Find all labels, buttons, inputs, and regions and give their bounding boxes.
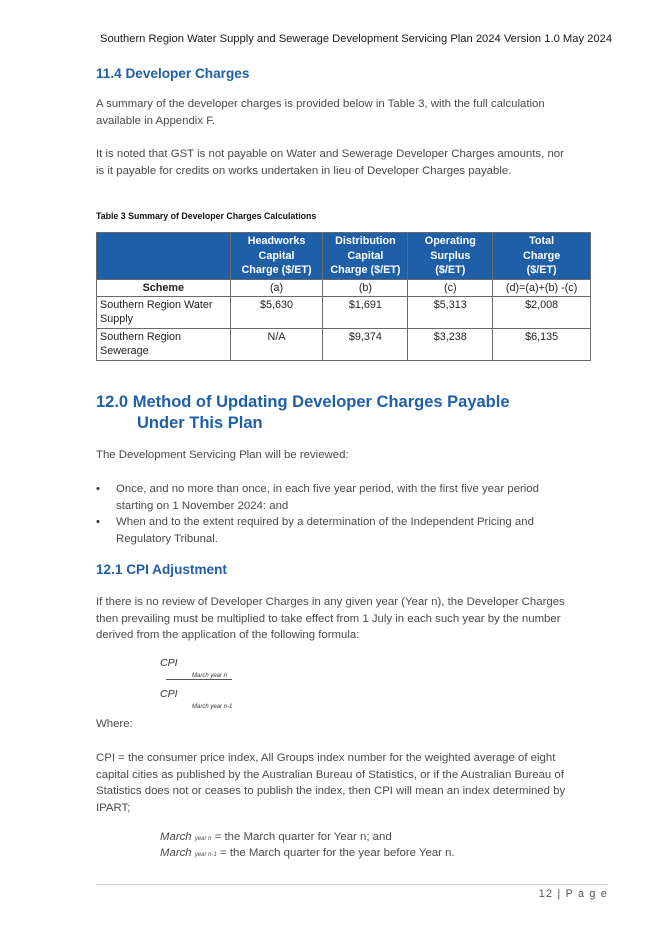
formula-numerator-subscript: March year n	[192, 673, 228, 679]
subheader-a: (a)	[230, 279, 323, 296]
subheader-c: (c)	[408, 279, 493, 296]
formula-denominator: CPI	[160, 688, 178, 700]
section-11-4-paragraph-1	[96, 96, 616, 129]
section-12-0-heading	[96, 392, 510, 434]
header-total: Total Charge ($/ET)	[493, 233, 591, 280]
paragraph-line: It is noted that GST is not payable on Water and Sewerage Developer Charges amounts, nor	[96, 148, 564, 160]
paragraph-line: CPI = the consumer price index, All Groups index number for the weighted average of eight	[96, 752, 556, 764]
value-cell: $2,008	[493, 296, 591, 328]
definition-term: March	[160, 847, 192, 859]
section-12-0-intro: The Development Servicing Plan will be reviewed:	[96, 449, 349, 461]
table-row	[97, 296, 591, 328]
paragraph-line: If there is no review of Developer Charges in any given year (Year n), the Developer Charges	[96, 596, 565, 608]
value-cell: $1,691	[323, 296, 408, 328]
value-cell: N/A	[230, 328, 323, 360]
definition-subscript: year n	[194, 836, 212, 842]
bullet-icon: •	[96, 483, 100, 495]
paragraph-line: derived from the application of the following formula:	[96, 629, 360, 641]
paragraph-line: IPART;	[96, 801, 131, 814]
definition-text: = the March quarter for Year n; and	[214, 831, 392, 843]
value-cell: $6,135	[493, 328, 591, 360]
paragraph-line: Statistics does not or ceases to publish the index, then CPI will mean an index determined by	[96, 785, 566, 797]
definition-subscript: year n-1	[194, 852, 217, 858]
value-cell: $5,630	[230, 296, 323, 328]
value-cell: $9,374	[323, 328, 408, 360]
table-subheader-row	[97, 279, 591, 296]
march-year-n-1-definition	[160, 847, 455, 859]
subheader-b: (b)	[323, 279, 408, 296]
heading-line: Under This Plan	[137, 414, 263, 432]
section-12-1-heading: 12.1 CPI Adjustment	[96, 562, 227, 577]
table-3-caption: Table 3 Summary of Developer Charges Calculations	[96, 211, 317, 221]
paragraph-line: A summary of the developer charges is provided below in Table 3, with the full calculation	[96, 98, 545, 110]
march-year-n-definition	[160, 831, 392, 843]
review-conditions-list	[96, 481, 616, 547]
bullet-icon: •	[96, 516, 100, 528]
header-distribution: Distribution Capital Charge ($/ET)	[323, 233, 408, 280]
header-operating: Operating Surplus ($/ET)	[408, 233, 493, 280]
subheader-scheme: Scheme	[97, 279, 231, 296]
footer-divider	[96, 884, 608, 885]
formula-denominator-subscript: March year n-1	[192, 704, 233, 710]
header-blank	[97, 233, 231, 280]
running-header: Southern Region Water Supply and Sewerage Development Servicing Plan 2024 Version 1.0 May 2024	[100, 33, 613, 45]
formula-fraction-line	[166, 679, 232, 680]
scheme-cell: Southern Region Water Supply	[97, 296, 231, 328]
scheme-cell: Southern Region Sewerage	[97, 328, 231, 360]
definition-term: March	[160, 831, 192, 843]
value-cell: $3,238	[408, 328, 493, 360]
table-row	[97, 328, 591, 360]
subheader-d: (d)=(a)+(b) -(c)	[493, 279, 591, 296]
section-12-1-paragraph	[96, 594, 616, 644]
formula-numerator: CPI	[160, 657, 178, 669]
list-item: • Once, and no more than once, in each five year period, with the first five year period starting on 1 November 2024: and	[96, 483, 539, 512]
page-number: 12 | P a g e	[538, 888, 608, 900]
paragraph-line: available in Appendix F.	[96, 114, 216, 127]
value-cell: $5,313	[408, 296, 493, 328]
list-item: • When and to the extent required by a determination of the Independent Pricing and Regulatory Tribunal.	[96, 516, 534, 545]
heading-line: 12.0 Method of Updating Developer Charges Payable	[96, 393, 510, 411]
table-header-row	[97, 233, 591, 280]
section-11-4-heading: 11.4 Developer Charges	[96, 66, 250, 81]
paragraph-line: capital cities as published by the Australian Bureau of Statistics, or if the Australian Bureau of	[96, 768, 564, 781]
paragraph-line: is it payable for credits on works undertaken in lieu of Developer Charges payable.	[96, 164, 512, 177]
section-11-4-paragraph-2	[96, 146, 616, 179]
paragraph-line: then prevailing must be multiplied to take effect from 1 July in each such year by the number	[96, 612, 561, 625]
header-headworks: Headworks Capital Charge ($/ET)	[230, 233, 323, 280]
definition-text: = the March quarter for the year before Year n.	[220, 847, 455, 859]
where-label: Where:	[96, 718, 133, 730]
developer-charges-table	[96, 232, 591, 361]
cpi-definition	[96, 750, 616, 816]
